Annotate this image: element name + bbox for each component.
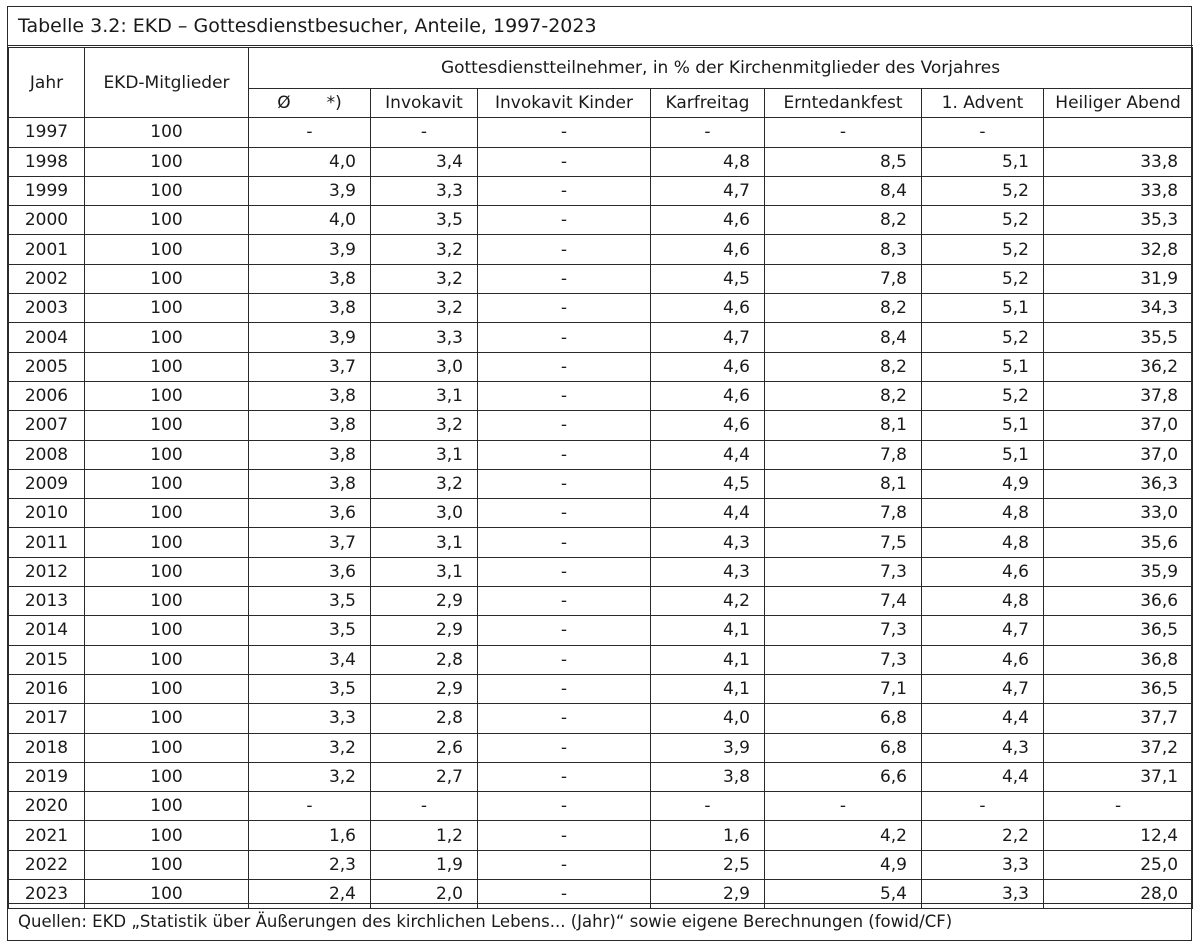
invokavit-kinder-cell: - bbox=[478, 118, 651, 147]
header-invokavit: Invokavit bbox=[371, 89, 478, 118]
members-cell: 100 bbox=[85, 469, 249, 498]
karfreitag-cell: 4,1 bbox=[651, 674, 765, 703]
heiliger-abend-cell: 36,5 bbox=[1044, 674, 1193, 703]
invokavit-kinder-cell: - bbox=[478, 733, 651, 762]
heiliger-abend-cell: 36,8 bbox=[1044, 645, 1193, 674]
invokavit-cell: 3,1 bbox=[371, 528, 478, 557]
invokavit-kinder-cell: - bbox=[478, 792, 651, 821]
invokavit-kinder-cell: - bbox=[478, 264, 651, 293]
year-cell: 2016 bbox=[9, 674, 85, 703]
table-row bbox=[9, 147, 1193, 176]
advent-cell: 4,7 bbox=[922, 674, 1044, 703]
advent-cell: 4,7 bbox=[922, 616, 1044, 645]
average-cell: 3,8 bbox=[249, 294, 371, 323]
invokavit-cell: 3,2 bbox=[371, 411, 478, 440]
invokavit-cell: 1,2 bbox=[371, 821, 478, 850]
members-cell: 100 bbox=[85, 792, 249, 821]
invokavit-kinder-cell: - bbox=[478, 352, 651, 381]
advent-cell: 5,1 bbox=[922, 294, 1044, 323]
karfreitag-cell: 4,4 bbox=[651, 440, 765, 469]
invokavit-kinder-cell: - bbox=[478, 499, 651, 528]
heiliger-abend-cell bbox=[1044, 118, 1193, 147]
average-cell: 3,8 bbox=[249, 381, 371, 410]
invokavit-kinder-cell: - bbox=[478, 206, 651, 235]
advent-cell: 4,8 bbox=[922, 587, 1044, 616]
karfreitag-cell: 4,1 bbox=[651, 616, 765, 645]
average-cell: 4,0 bbox=[249, 206, 371, 235]
members-cell: 100 bbox=[85, 411, 249, 440]
year-cell: 2001 bbox=[9, 235, 85, 264]
karfreitag-cell: 4,3 bbox=[651, 528, 765, 557]
karfreitag-cell: - bbox=[651, 118, 765, 147]
average-cell: 3,5 bbox=[249, 674, 371, 703]
erntedankfest-cell: 7,5 bbox=[765, 528, 922, 557]
advent-cell: 4,4 bbox=[922, 704, 1044, 733]
invokavit-kinder-cell: - bbox=[478, 235, 651, 264]
average-cell: 2,3 bbox=[249, 850, 371, 879]
karfreitag-cell: 4,7 bbox=[651, 323, 765, 352]
heiliger-abend-cell: 31,9 bbox=[1044, 264, 1193, 293]
table-row bbox=[9, 323, 1193, 352]
karfreitag-cell: 4,1 bbox=[651, 645, 765, 674]
heiliger-abend-cell: 35,9 bbox=[1044, 557, 1193, 586]
invokavit-cell: 2,9 bbox=[371, 674, 478, 703]
karfreitag-cell: 4,8 bbox=[651, 147, 765, 176]
header-invokavit-kinder: Invokavit Kinder bbox=[478, 89, 651, 118]
advent-cell: 5,1 bbox=[922, 411, 1044, 440]
heiliger-abend-cell: 35,5 bbox=[1044, 323, 1193, 352]
table-row bbox=[9, 645, 1193, 674]
karfreitag-cell: 4,3 bbox=[651, 557, 765, 586]
year-cell: 1998 bbox=[9, 147, 85, 176]
heiliger-abend-cell: 35,3 bbox=[1044, 206, 1193, 235]
table-row bbox=[9, 528, 1193, 557]
invokavit-kinder-cell: - bbox=[478, 645, 651, 674]
karfreitag-cell: 3,8 bbox=[651, 762, 765, 791]
karfreitag-cell: 4,6 bbox=[651, 411, 765, 440]
erntedankfest-cell: 6,8 bbox=[765, 704, 922, 733]
year-cell: 2011 bbox=[9, 528, 85, 557]
average-cell: 3,5 bbox=[249, 587, 371, 616]
advent-cell: 5,2 bbox=[922, 381, 1044, 410]
heiliger-abend-cell: 35,6 bbox=[1044, 528, 1193, 557]
heiliger-abend-cell: 37,8 bbox=[1044, 381, 1193, 410]
table-row bbox=[9, 499, 1193, 528]
heiliger-abend-cell: 33,0 bbox=[1044, 499, 1193, 528]
erntedankfest-cell: 5,4 bbox=[765, 880, 922, 909]
erntedankfest-cell: 8,4 bbox=[765, 176, 922, 205]
members-cell: 100 bbox=[85, 176, 249, 205]
invokavit-kinder-cell: - bbox=[478, 674, 651, 703]
average-cell: 3,9 bbox=[249, 235, 371, 264]
karfreitag-cell: 4,5 bbox=[651, 264, 765, 293]
members-cell: 100 bbox=[85, 762, 249, 791]
karfreitag-cell: 4,6 bbox=[651, 381, 765, 410]
year-cell: 2023 bbox=[9, 880, 85, 909]
table-row bbox=[9, 733, 1193, 762]
invokavit-cell: 2,7 bbox=[371, 762, 478, 791]
invokavit-cell: 2,6 bbox=[371, 733, 478, 762]
members-cell: 100 bbox=[85, 528, 249, 557]
year-cell: 2000 bbox=[9, 206, 85, 235]
average-cell: 2,4 bbox=[249, 880, 371, 909]
erntedankfest-cell: 7,3 bbox=[765, 557, 922, 586]
invokavit-cell: 2,0 bbox=[371, 880, 478, 909]
year-cell: 2013 bbox=[9, 587, 85, 616]
erntedankfest-cell: 7,1 bbox=[765, 674, 922, 703]
table-title: Tabelle 3.2: EKD – Gottesdienstbesucher, Anteile, 1997-2023 bbox=[8, 6, 1193, 46]
year-cell: 2017 bbox=[9, 704, 85, 733]
average-cell: 3,6 bbox=[249, 557, 371, 586]
year-cell: 1997 bbox=[9, 118, 85, 147]
year-cell: 2009 bbox=[9, 469, 85, 498]
table-row bbox=[9, 792, 1193, 821]
year-cell: 2021 bbox=[9, 821, 85, 850]
invokavit-kinder-cell: - bbox=[478, 440, 651, 469]
table-row bbox=[9, 704, 1193, 733]
invokavit-kinder-cell: - bbox=[478, 381, 651, 410]
invokavit-kinder-cell: - bbox=[478, 616, 651, 645]
heiliger-abend-cell: 36,3 bbox=[1044, 469, 1193, 498]
karfreitag-cell: 4,6 bbox=[651, 352, 765, 381]
year-cell: 2020 bbox=[9, 792, 85, 821]
heiliger-abend-cell: - bbox=[1044, 792, 1193, 821]
members-cell: 100 bbox=[85, 440, 249, 469]
heiliger-abend-cell: 32,8 bbox=[1044, 235, 1193, 264]
year-cell: 2006 bbox=[9, 381, 85, 410]
table-row bbox=[9, 235, 1193, 264]
erntedankfest-cell: 6,8 bbox=[765, 733, 922, 762]
average-cell: - bbox=[249, 118, 371, 147]
average-cell: 3,9 bbox=[249, 176, 371, 205]
invokavit-cell: 3,2 bbox=[371, 469, 478, 498]
members-cell: 100 bbox=[85, 880, 249, 909]
karfreitag-cell: 2,9 bbox=[651, 880, 765, 909]
invokavit-kinder-cell: - bbox=[478, 762, 651, 791]
advent-cell: 4,3 bbox=[922, 733, 1044, 762]
invokavit-kinder-cell: - bbox=[478, 587, 651, 616]
invokavit-cell: 3,1 bbox=[371, 381, 478, 410]
invokavit-cell: 3,2 bbox=[371, 264, 478, 293]
average-cell: 3,2 bbox=[249, 733, 371, 762]
average-cell: 3,3 bbox=[249, 704, 371, 733]
advent-cell: - bbox=[922, 118, 1044, 147]
heiliger-abend-cell: 36,2 bbox=[1044, 352, 1193, 381]
year-cell: 2012 bbox=[9, 557, 85, 586]
erntedankfest-cell: 8,4 bbox=[765, 323, 922, 352]
invokavit-cell: 2,8 bbox=[371, 704, 478, 733]
average-cell: 1,6 bbox=[249, 821, 371, 850]
table-row bbox=[9, 616, 1193, 645]
table-row bbox=[9, 264, 1193, 293]
table-row bbox=[9, 557, 1193, 586]
table-row bbox=[9, 821, 1193, 850]
karfreitag-cell: 4,4 bbox=[651, 499, 765, 528]
invokavit-kinder-cell: - bbox=[478, 880, 651, 909]
header-advent: 1. Advent bbox=[922, 89, 1044, 118]
advent-cell: 3,3 bbox=[922, 880, 1044, 909]
invokavit-cell: 3,5 bbox=[371, 206, 478, 235]
invokavit-cell: 2,9 bbox=[371, 587, 478, 616]
erntedankfest-cell: 7,8 bbox=[765, 440, 922, 469]
advent-cell: 5,2 bbox=[922, 323, 1044, 352]
advent-cell: 4,6 bbox=[922, 645, 1044, 674]
advent-cell: 2,2 bbox=[922, 821, 1044, 850]
header-average bbox=[249, 89, 371, 118]
heiliger-abend-cell: 37,0 bbox=[1044, 440, 1193, 469]
invokavit-cell: 3,2 bbox=[371, 294, 478, 323]
average-cell: 3,8 bbox=[249, 469, 371, 498]
karfreitag-cell: - bbox=[651, 792, 765, 821]
average-cell: 3,7 bbox=[249, 352, 371, 381]
heiliger-abend-cell: 36,5 bbox=[1044, 616, 1193, 645]
header-heiliger-abend: Heiliger Abend bbox=[1044, 89, 1193, 118]
members-cell: 100 bbox=[85, 645, 249, 674]
advent-cell: 5,1 bbox=[922, 352, 1044, 381]
average-cell: 3,5 bbox=[249, 616, 371, 645]
members-cell: 100 bbox=[85, 850, 249, 879]
heiliger-abend-cell: 34,3 bbox=[1044, 294, 1193, 323]
year-cell: 2003 bbox=[9, 294, 85, 323]
members-cell: 100 bbox=[85, 587, 249, 616]
members-cell: 100 bbox=[85, 118, 249, 147]
members-cell: 100 bbox=[85, 352, 249, 381]
advent-cell: 3,3 bbox=[922, 850, 1044, 879]
table-row bbox=[9, 674, 1193, 703]
advent-cell: 5,2 bbox=[922, 264, 1044, 293]
year-cell: 2008 bbox=[9, 440, 85, 469]
advent-cell: 4,6 bbox=[922, 557, 1044, 586]
table-row bbox=[9, 381, 1193, 410]
invokavit-cell: 3,2 bbox=[371, 235, 478, 264]
members-cell: 100 bbox=[85, 381, 249, 410]
invokavit-kinder-cell: - bbox=[478, 147, 651, 176]
average-cell: 3,8 bbox=[249, 411, 371, 440]
karfreitag-cell: 4,7 bbox=[651, 176, 765, 205]
invokavit-kinder-cell: - bbox=[478, 704, 651, 733]
average-cell: 3,2 bbox=[249, 762, 371, 791]
average-cell: 3,8 bbox=[249, 440, 371, 469]
year-cell: 2004 bbox=[9, 323, 85, 352]
karfreitag-cell: 1,6 bbox=[651, 821, 765, 850]
table-row bbox=[9, 440, 1193, 469]
erntedankfest-cell: 8,3 bbox=[765, 235, 922, 264]
members-cell: 100 bbox=[85, 674, 249, 703]
advent-cell: 5,1 bbox=[922, 440, 1044, 469]
header-group: Gottesdienstteilnehmer, in % der Kirchenmitglieder des Vorjahres bbox=[249, 48, 1193, 89]
year-cell: 2002 bbox=[9, 264, 85, 293]
invokavit-cell: 3,1 bbox=[371, 557, 478, 586]
karfreitag-cell: 4,0 bbox=[651, 704, 765, 733]
karfreitag-cell: 4,2 bbox=[651, 587, 765, 616]
table-row bbox=[9, 762, 1193, 791]
year-cell: 2022 bbox=[9, 850, 85, 879]
advent-cell: 4,4 bbox=[922, 762, 1044, 791]
erntedankfest-cell: - bbox=[765, 792, 922, 821]
advent-cell: 5,2 bbox=[922, 176, 1044, 205]
advent-cell: - bbox=[922, 792, 1044, 821]
table-row bbox=[9, 411, 1193, 440]
average-cell: 3,8 bbox=[249, 264, 371, 293]
year-cell: 2019 bbox=[9, 762, 85, 791]
members-cell: 100 bbox=[85, 235, 249, 264]
invokavit-cell: 3,1 bbox=[371, 440, 478, 469]
header-karfreitag: Karfreitag bbox=[651, 89, 765, 118]
invokavit-kinder-cell: - bbox=[478, 469, 651, 498]
members-cell: 100 bbox=[85, 294, 249, 323]
invokavit-cell: - bbox=[371, 118, 478, 147]
year-cell: 2010 bbox=[9, 499, 85, 528]
members-cell: 100 bbox=[85, 499, 249, 528]
heiliger-abend-cell: 28,0 bbox=[1044, 880, 1193, 909]
average-cell: - bbox=[249, 792, 371, 821]
members-cell: 100 bbox=[85, 323, 249, 352]
average-cell: 3,9 bbox=[249, 323, 371, 352]
average-cell: 3,6 bbox=[249, 499, 371, 528]
invokavit-cell: 3,3 bbox=[371, 323, 478, 352]
invokavit-kinder-cell: - bbox=[478, 821, 651, 850]
karfreitag-cell: 4,6 bbox=[651, 235, 765, 264]
heiliger-abend-cell: 37,2 bbox=[1044, 733, 1193, 762]
erntedankfest-cell: 4,9 bbox=[765, 850, 922, 879]
year-cell: 2014 bbox=[9, 616, 85, 645]
invokavit-kinder-cell: - bbox=[478, 411, 651, 440]
advent-cell: 5,2 bbox=[922, 235, 1044, 264]
heiliger-abend-cell: 37,0 bbox=[1044, 411, 1193, 440]
erntedankfest-cell: 8,1 bbox=[765, 469, 922, 498]
erntedankfest-cell: 7,3 bbox=[765, 645, 922, 674]
table-row bbox=[9, 352, 1193, 381]
invokavit-kinder-cell: - bbox=[478, 176, 651, 205]
invokavit-cell: 3,0 bbox=[371, 352, 478, 381]
average-cell: 3,7 bbox=[249, 528, 371, 557]
invokavit-cell: 2,9 bbox=[371, 616, 478, 645]
advent-cell: 4,9 bbox=[922, 469, 1044, 498]
erntedankfest-cell: - bbox=[765, 118, 922, 147]
heiliger-abend-cell: 33,8 bbox=[1044, 176, 1193, 205]
karfreitag-cell: 4,5 bbox=[651, 469, 765, 498]
year-cell: 2007 bbox=[9, 411, 85, 440]
erntedankfest-cell: 8,1 bbox=[765, 411, 922, 440]
table-row bbox=[9, 587, 1193, 616]
header-mitglieder: EKD-Mitglieder bbox=[85, 48, 249, 118]
year-cell: 2015 bbox=[9, 645, 85, 674]
heiliger-abend-cell: 12,4 bbox=[1044, 821, 1193, 850]
members-cell: 100 bbox=[85, 206, 249, 235]
karfreitag-cell: 4,6 bbox=[651, 294, 765, 323]
erntedankfest-cell: 7,4 bbox=[765, 587, 922, 616]
invokavit-cell: - bbox=[371, 792, 478, 821]
members-cell: 100 bbox=[85, 733, 249, 762]
year-cell: 2005 bbox=[9, 352, 85, 381]
header-erntedankfest: Erntedankfest bbox=[765, 89, 922, 118]
erntedankfest-cell: 7,3 bbox=[765, 616, 922, 645]
erntedankfest-cell: 4,2 bbox=[765, 821, 922, 850]
invokavit-kinder-cell: - bbox=[478, 528, 651, 557]
erntedankfest-cell: 8,2 bbox=[765, 294, 922, 323]
erntedankfest-cell: 7,8 bbox=[765, 264, 922, 293]
invokavit-cell: 2,8 bbox=[371, 645, 478, 674]
karfreitag-cell: 4,6 bbox=[651, 206, 765, 235]
table-row bbox=[9, 294, 1193, 323]
karfreitag-cell: 2,5 bbox=[651, 850, 765, 879]
source-note: Quellen: EKD „Statistik über Äußerungen des kirchlichen Lebens... (Jahr)“ sowie eigene Berechnungen (fowid/CF) bbox=[8, 903, 1193, 941]
members-cell: 100 bbox=[85, 821, 249, 850]
average-symbol: Ø bbox=[277, 93, 291, 114]
heiliger-abend-cell: 36,6 bbox=[1044, 587, 1193, 616]
members-cell: 100 bbox=[85, 704, 249, 733]
invokavit-kinder-cell: - bbox=[478, 850, 651, 879]
erntedankfest-cell: 6,6 bbox=[765, 762, 922, 791]
table-row bbox=[9, 118, 1193, 147]
invokavit-cell: 3,4 bbox=[371, 147, 478, 176]
table-row bbox=[9, 206, 1193, 235]
members-cell: 100 bbox=[85, 147, 249, 176]
invokavit-cell: 3,0 bbox=[371, 499, 478, 528]
invokavit-cell: 3,3 bbox=[371, 176, 478, 205]
average-cell: 3,4 bbox=[249, 645, 371, 674]
members-cell: 100 bbox=[85, 557, 249, 586]
invokavit-kinder-cell: - bbox=[478, 294, 651, 323]
average-cell: 4,0 bbox=[249, 147, 371, 176]
year-cell: 2018 bbox=[9, 733, 85, 762]
table-row bbox=[9, 850, 1193, 879]
members-cell: 100 bbox=[85, 616, 249, 645]
erntedankfest-cell: 8,2 bbox=[765, 206, 922, 235]
karfreitag-cell: 3,9 bbox=[651, 733, 765, 762]
data-table bbox=[8, 47, 1193, 909]
advent-cell: 4,8 bbox=[922, 528, 1044, 557]
advent-cell: 4,8 bbox=[922, 499, 1044, 528]
heiliger-abend-cell: 25,0 bbox=[1044, 850, 1193, 879]
heiliger-abend-cell: 37,1 bbox=[1044, 762, 1193, 791]
average-note: *) bbox=[326, 93, 342, 114]
erntedankfest-cell: 8,2 bbox=[765, 381, 922, 410]
heiliger-abend-cell: 33,8 bbox=[1044, 147, 1193, 176]
heiliger-abend-cell: 37,7 bbox=[1044, 704, 1193, 733]
invokavit-cell: 1,9 bbox=[371, 850, 478, 879]
advent-cell: 5,1 bbox=[922, 147, 1044, 176]
table-row bbox=[9, 469, 1193, 498]
header-jahr: Jahr bbox=[9, 48, 85, 118]
year-cell: 1999 bbox=[9, 176, 85, 205]
erntedankfest-cell: 7,8 bbox=[765, 499, 922, 528]
members-cell: 100 bbox=[85, 264, 249, 293]
invokavit-kinder-cell: - bbox=[478, 557, 651, 586]
invokavit-kinder-cell: - bbox=[478, 323, 651, 352]
erntedankfest-cell: 8,5 bbox=[765, 147, 922, 176]
advent-cell: 5,2 bbox=[922, 206, 1044, 235]
table-row bbox=[9, 176, 1193, 205]
erntedankfest-cell: 8,2 bbox=[765, 352, 922, 381]
